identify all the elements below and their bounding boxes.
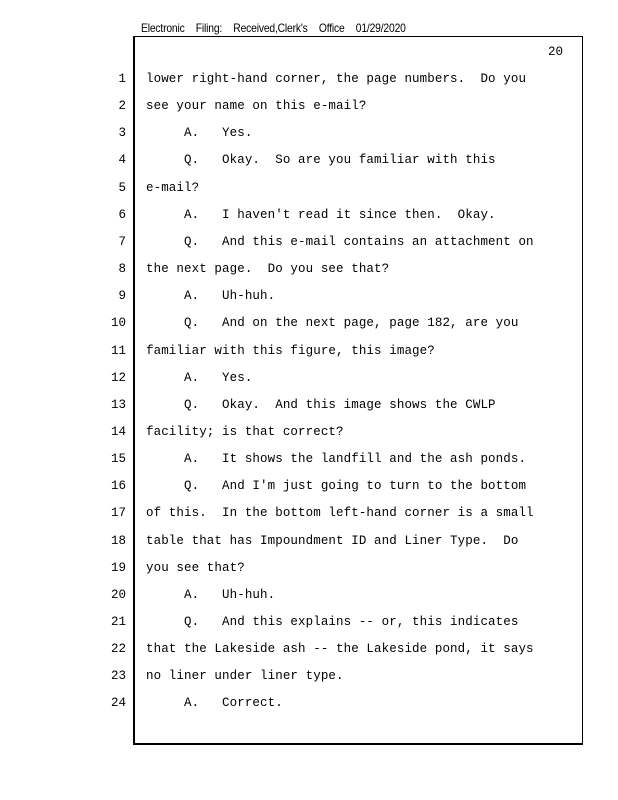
line-number: 6: [118, 208, 126, 222]
line-number: 7: [118, 235, 126, 249]
transcript-line: facility; is that correct?: [146, 425, 344, 439]
transcript-line: A. Yes.: [146, 126, 253, 140]
line-number: 15: [110, 452, 126, 466]
transcript-line: Q. And on the next page, page 182, are you: [146, 316, 519, 330]
line-number: 14: [110, 425, 126, 439]
transcript-line: no liner under liner type.: [146, 669, 344, 683]
line-number: 19: [110, 561, 126, 575]
line-number: 1: [118, 72, 126, 86]
transcript-page-frame: [133, 36, 583, 745]
transcript-line: table that has Impoundment ID and Liner Type. Do: [146, 534, 519, 548]
stamp-date: 01/29/2020: [355, 21, 406, 35]
transcript-line: you see that?: [146, 561, 245, 575]
line-number: 8: [118, 262, 126, 276]
transcript-line: Q. Okay. So are you familiar with this: [146, 153, 496, 167]
line-number: 18: [110, 534, 126, 548]
filing-stamp: [141, 21, 417, 35]
stamp-office: Office: [318, 21, 345, 35]
stamp-filing: Filing:: [195, 21, 223, 35]
line-number: 21: [110, 615, 126, 629]
stamp-electronic: Electronic: [141, 21, 185, 35]
line-number: 5: [118, 181, 126, 195]
line-number: 23: [110, 669, 126, 683]
line-number: 24: [110, 696, 126, 710]
transcript-line: see your name on this e-mail?: [146, 99, 367, 113]
transcript-line: Q. Okay. And this image shows the CWLP: [146, 398, 496, 412]
transcript-line: A. Yes.: [146, 371, 253, 385]
transcript-line: A. Uh-huh.: [146, 588, 276, 602]
transcript-line: lower right-hand corner, the page numbers. Do you: [146, 72, 527, 86]
line-number: 17: [110, 506, 126, 520]
transcript-line: Q. And this explains -- or, this indicates: [146, 615, 519, 629]
line-number: 4: [118, 153, 126, 167]
transcript-line: that the Lakeside ash -- the Lakeside pond, it says: [146, 642, 534, 656]
transcript-line: A. Uh-huh.: [146, 289, 276, 303]
transcript-line: Q. And this e-mail contains an attachment on: [146, 235, 534, 249]
transcript-line: the next page. Do you see that?: [146, 262, 390, 276]
line-number: 16: [110, 479, 126, 493]
transcript-line: e-mail?: [146, 181, 200, 195]
line-number: 20: [110, 588, 126, 602]
line-number: 12: [110, 371, 126, 385]
line-number: 11: [110, 344, 126, 358]
transcript-line: familiar with this figure, this image?: [146, 344, 435, 358]
page-number: 20: [548, 45, 564, 59]
line-number: 10: [110, 316, 126, 330]
line-number: 9: [118, 289, 126, 303]
line-number: 2: [118, 99, 126, 113]
stamp-received-clerks: Received,Clerk's: [233, 21, 308, 35]
transcript-line: of this. In the bottom left-hand corner is a small: [146, 506, 534, 520]
line-number: 13: [110, 398, 126, 412]
transcript-line: A. It shows the landfill and the ash ponds.: [146, 452, 527, 466]
line-number: 22: [110, 642, 126, 656]
transcript-line: Q. And I'm just going to turn to the bottom: [146, 479, 527, 493]
transcript-line: A. Correct.: [146, 696, 283, 710]
line-number: 3: [118, 126, 126, 140]
transcript-line: A. I haven't read it since then. Okay.: [146, 208, 496, 222]
